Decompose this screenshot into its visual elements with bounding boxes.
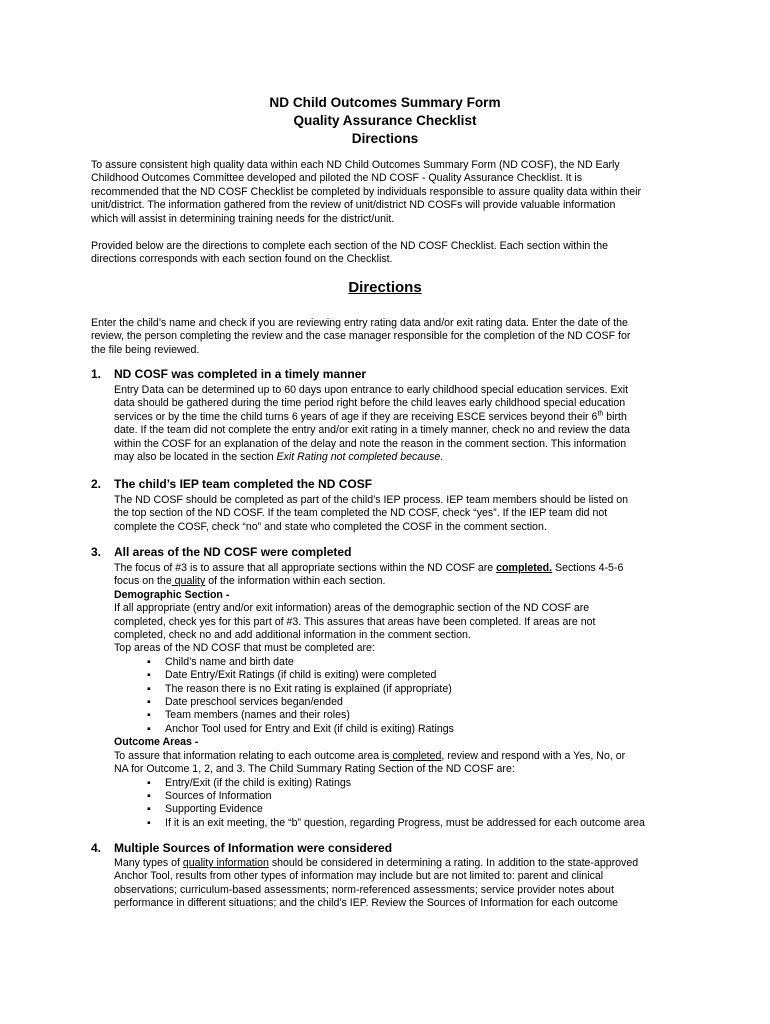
list-item: ▪ Date preschool services began/ended (147, 696, 343, 709)
intro-paragraph-1: To assure consistent high quality data within each ND Child Outcomes Summary Form (ND COSF), the ND Early Childhood Outcomes Committee developed and piloted the ND COSF - Quality Assurance Checklist. It is recommended that the ND COSF Checklist be completed by individuals responsible to assure quality data within their unit/district. The information gathered from the review of unit/district ND COSFs will provide valuable information which will assist in determining training needs for the district/unit. (91, 159, 641, 225)
list-item: ▪ Child’s name and birth date (147, 655, 294, 668)
section-1-title: 1. ND COSF was completed in a timely manner (91, 367, 367, 381)
outcome-areas-heading: Outcome Areas - (114, 736, 199, 749)
directions-paragraph: Enter the child’s name and check if you are reviewing entry rating data and/or exit rating data. Enter the date of the review, the person completing the review and the case manager responsible for the completion of the ND COSF for the file being reviewed. (91, 317, 631, 356)
list-item: ▪ The reason there is no Exit rating is explained (if appropriate) (147, 682, 452, 695)
intro-paragraph-2: Provided below are the directions to complete each section of the ND COSF Checklist. Each section within the directions corresponds with each section found on the Checklist. (91, 240, 608, 266)
section-1-body: Entry Data can be determined up to 60 days upon entrance to early childhood special education services. Exit data should be gathered during the time period right before the child leaves early childhood special education services or by the time the child turns 6 years of age if they are receiving ESCE services beyond their 6th birth date. If the team did not complete the entry and/or exit rating in a timely manner, check no and review the data within the COSF for an explanation of the delay and note the reason in the comment section. This information may also be located in the section Exit Rating not completed because. (114, 384, 630, 464)
list-item: ▪ Team members (names and their roles) (147, 709, 350, 722)
form-title: ND Child Outcomes Summary Form (269, 95, 501, 110)
list-item: ▪ Sources of Information (147, 789, 272, 802)
demographic-items-list (114, 656, 684, 736)
list-item: ▪ Date Entry/Exit Ratings (if child is exiting) were completed (147, 669, 437, 682)
section-4-title: 4. Multiple Sources of Information were considered (91, 841, 393, 855)
list-item: ▪ Entry/Exit (if the child is exiting) Ratings (147, 776, 352, 789)
section-2-body: The ND COSF should be completed as part of the child’s IEP process. IEP team members should be listed on the top section of the ND COSF. If the team completed the ND COSF, check “yes”. If the IEP team did not complete the COSF, check “no” and state who completed the COSF in the comment section. (114, 494, 629, 533)
section-4-body: Many types of quality information should be considered in determining a rating. In addition to the state-approved Anchor Tool, results from other types of information may include but are not limited to: parent and clinical observations; curriculum-based assessments; norm-referenced assessments; service provider notes about performance in different situations; and the child’s IEP. Review the Sources of Information for each outcome (114, 857, 639, 910)
list-item: ▪ If it is an exit meeting, the “b” question, regarding Progress, must be addressed for each outcome area (147, 816, 645, 829)
section-3-body: The focus of #3 is to assure that all appropriate sections within the ND COSF are completed. Sections 4-5-6 focus on the quality of the information within each section. Demographic Section - If all appropriate (entry and/or exit information) areas of the demographic section of the ND COSF are completed, check yes for this part of #3. This assures that areas have been completed. If areas are not completed, check no and add additional information in the comment section. Top areas of the ND COSF that must be completed are: ▪ Child’s name and birth date ▪ Date Entry/Exit Ratings (if child is exiting) were completed ▪ The reason there is no Exit rating is explained (if appropriate) ▪ Date preschool services began/ended ▪ Team members (names and their roles) ▪ Anchor Tool used for Entry and Exit (if child is exiting) Ratings Outcome Areas - To assure that information relating to each outcome area is completed, review and respond with a Yes, No, or NA for Outcome 1, 2, and 3. The Child Summary Rating Section of the ND COSF are: ▪ Entry/Exit (if the child is exiting) Ratings ▪ Sources of Information ▪ Supporting Evidence ▪ If it is an exit meeting, the “b” question, regarding Progress, must be addressed for each outcome area (114, 562, 684, 830)
form-directions-title: Directions (351, 131, 419, 146)
list-item: ▪ Anchor Tool used for Entry and Exit (if child is exiting) Ratings (147, 722, 454, 735)
section-3-title: 3. All areas of the ND COSF were completed (91, 545, 352, 559)
outcome-items-list (114, 777, 684, 831)
list-item: ▪ Supporting Evidence (147, 803, 263, 816)
section-2-title: 2. The child’s IEP team completed the ND COSF (91, 477, 373, 491)
demographic-section-heading: Demographic Section - (114, 588, 230, 601)
form-subtitle: Quality Assurance Checklist (293, 113, 477, 128)
directions-heading: Directions (348, 279, 422, 296)
